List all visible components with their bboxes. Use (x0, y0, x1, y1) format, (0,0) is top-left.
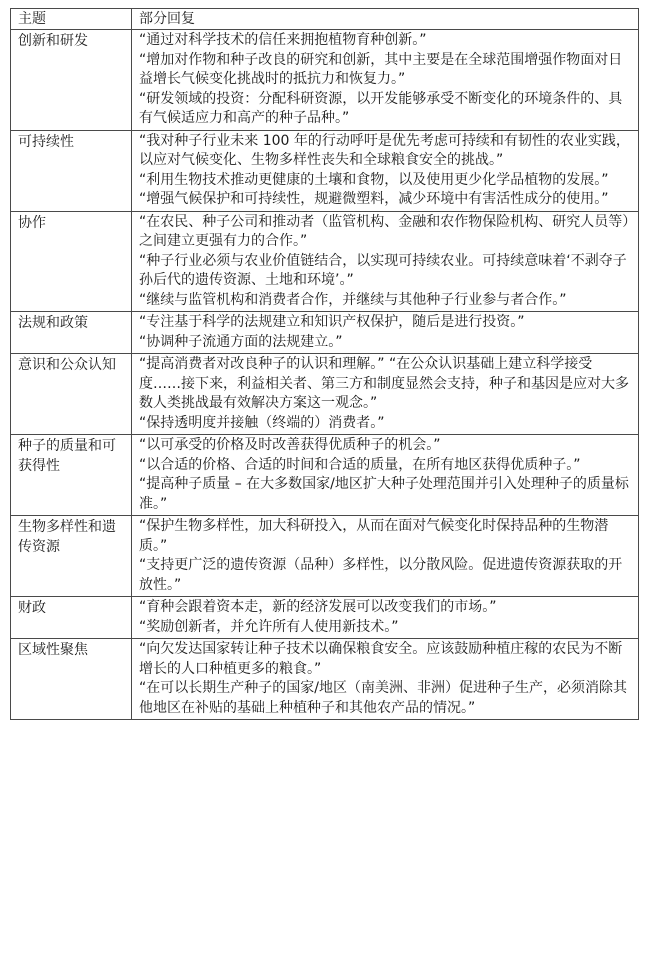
table-row (11, 30, 639, 131)
replies-cell (132, 211, 639, 312)
reply-text: “在农民、种子公司和推动者（监管机构、金融和农作物保险机构、研究人员等）之间建立更强有力的合作。” (139, 213, 630, 249)
reply-text: “保护生物多样性，加大科研投入，从而在面对气候变化时保持品种的生物潜质。” (139, 518, 609, 554)
topic-cell: 创新和研发 (11, 30, 132, 131)
reply-text: “协调种子流通方面的法规建立。” (139, 333, 343, 350)
reply-text: “提高消费者对改良种子的认识和理解。” “在公众认识基础上建立科学接受度……接下来，利益相关者、第三方和制度显然会支持，种子和基因是应对大多数人类挑战最有效解决方案这一观念。” (139, 356, 629, 411)
table-row (11, 130, 639, 211)
replies-cell (132, 30, 639, 131)
reply-text: “增加对作物和种子改良的研究和创新，其中主要是在全球范围增强作物面对日益增长气候变化挑战时的抵抗力和恢复力。” (139, 51, 623, 87)
reply-text: “继续与监管机构和消费者合作，并继续与其他种子行业参与者合作。” (139, 291, 567, 308)
topic-cell: 区域性聚焦 (11, 639, 132, 720)
header-topic: 主题 (11, 9, 132, 30)
reply-text: “以合适的价格、合适的时间和合适的质量，在所有地区获得优质种子。” (139, 456, 581, 473)
reply-text: “我对种子行业未来 100 年的行动呼吁是优先考虑可持续和有韧性的农业实践，以应对气候变化、生物多样性丧失和全球粮食安全的挑战。” (139, 132, 630, 168)
table-row (11, 354, 639, 435)
topic-cell: 财政 (11, 597, 132, 639)
reply-text: “以可承受的价格及时改善获得优质种子的机会。” (139, 437, 441, 453)
table-row (11, 435, 639, 516)
reply-text: “通过对科学技术的信任来拥抱植物育种创新。” (139, 32, 427, 48)
reply-text: “在可以长期生产种子的国家/地区（南美洲、非洲）促进种子生产，必须消除其他地区在补贴的基础上种植种子和其他农产品的情况。” (139, 680, 627, 716)
reply-text: “支持更广泛的遗传资源（品种）多样性，以分散风险。促进遗传资源获取的开放性。” (139, 557, 623, 593)
reply-text: “研发领域的投资：分配科研资源，以开发能够承受不断变化的环境条件的、具有气候适应力和高产的种子品种。” (139, 90, 623, 126)
replies-cell (132, 597, 639, 639)
replies-cell (132, 354, 639, 435)
table-row (11, 639, 639, 720)
topic-cell: 法规和政策 (11, 312, 132, 354)
replies-cell (132, 516, 639, 597)
reply-text: “育种会跟着资本走，新的经济发展可以改变我们的市场。” (139, 599, 497, 615)
topic-cell: 协作 (11, 211, 132, 312)
reply-text: “利用生物技术推动更健康的土壤和食物，以及使用更少化学品植物的发展。” (139, 171, 609, 188)
reply-text: “种子行业必须与农业价值链结合，以实现可持续农业。可持续意味着‘不剥夺子孙后代的遗传资源、土地和环境’。” (139, 252, 627, 288)
topic-cell: 可持续性 (11, 130, 132, 211)
table-header-row (11, 9, 639, 30)
reply-text: “提高种子质量 – 在大多数国家/地区扩大种子处理范围并引入处理种子的质量标准。” (139, 476, 629, 512)
reply-text: “向欠发达国家转让种子技术以确保粮食安全。应该鼓励种植庄稼的农民为不断增长的人口种植更多的粮食。” (139, 641, 623, 677)
replies-cell (132, 312, 639, 354)
table-row (11, 516, 639, 597)
replies-cell (132, 435, 639, 516)
table-row (11, 211, 639, 312)
header-replies: 部分回复 (132, 9, 639, 30)
reply-text: “增强气候保护和可持续性，规避微塑料，减少环境中有害活性成分的使用。” (139, 191, 609, 207)
survey-table-container (10, 8, 639, 720)
reply-text: “专注基于科学的法规建立和知识产权保护，随后是进行投资。” (139, 314, 525, 330)
topic-cell: 生物多样性和遗传资源 (11, 516, 132, 597)
replies-cell (132, 130, 639, 211)
survey-responses-table (10, 8, 639, 720)
topic-cell: 种子的质量和可获得性 (11, 435, 132, 516)
topic-cell: 意识和公众认知 (11, 354, 132, 435)
reply-text: “奖励创新者，并允许所有人使用新技术。” (139, 618, 399, 635)
table-row (11, 597, 639, 639)
replies-cell (132, 639, 639, 720)
reply-text: “保持透明度并接触（终端的）消费者。” (139, 414, 385, 431)
table-row (11, 312, 639, 354)
